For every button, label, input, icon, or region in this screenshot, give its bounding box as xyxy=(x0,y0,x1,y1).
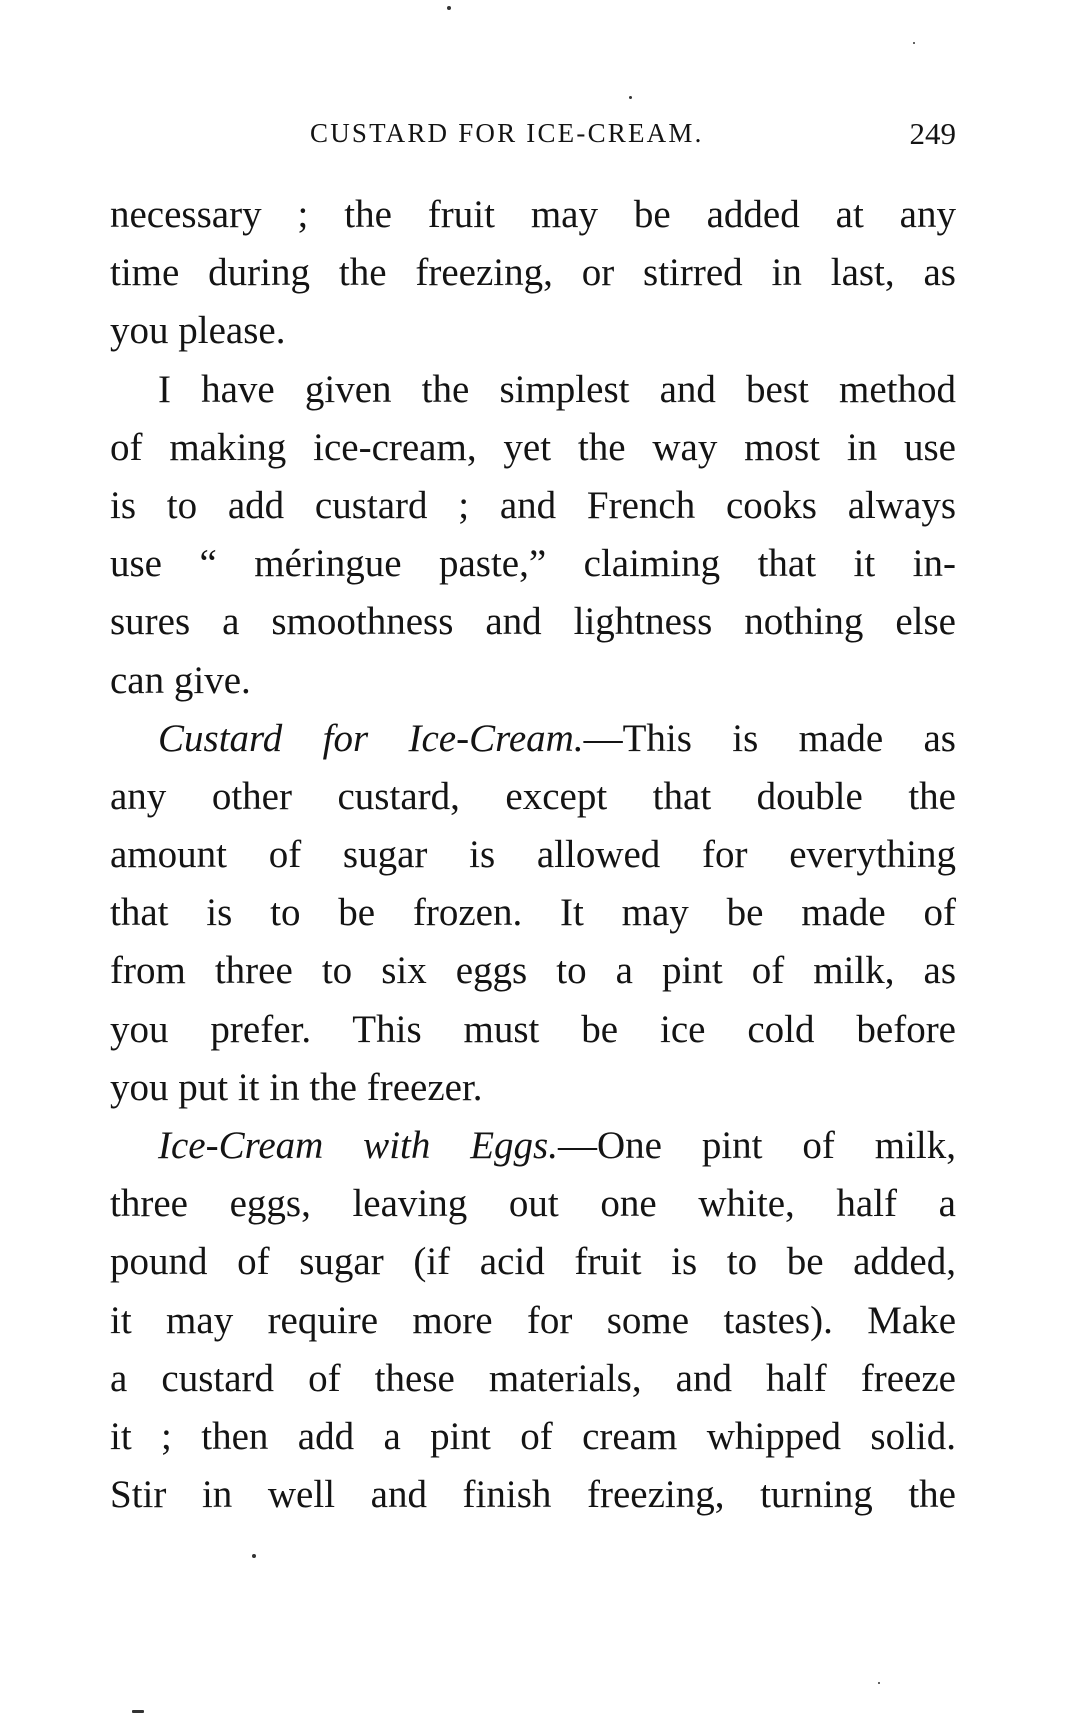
text-line: it ; then add a pint of cream whipped solid. xyxy=(110,1414,956,1458)
scan-speck xyxy=(913,42,915,44)
scan-speck xyxy=(132,1710,144,1713)
text-line: can give. xyxy=(110,658,251,702)
text-line: any other custard, except that double the xyxy=(110,774,956,818)
text-line: Stir in well and finish freezing, turning the xyxy=(110,1473,956,1517)
text-line: time during the freezing, or stirred in last, as xyxy=(110,251,956,295)
ice-cream-eggs-heading: Ice-Cream with Eggs. xyxy=(158,1124,558,1167)
text-line: is to add custard ; and French cooks always xyxy=(110,483,956,527)
text-line: it may require more for some tastes). Make xyxy=(110,1298,956,1342)
text-line: pound of sugar (if acid fruit is to be added, xyxy=(110,1240,956,1284)
paragraph-first-line xyxy=(110,710,956,768)
paragraph-first-line xyxy=(110,1117,956,1175)
running-title: CUSTARD FOR ICE-CREAM. xyxy=(310,118,704,148)
text-line: amount of sugar is allowed for everything xyxy=(110,833,956,877)
text-line: of making ice-cream, yet the way most in use xyxy=(110,425,956,469)
scan-speck xyxy=(447,6,451,10)
text-line: three eggs, leaving out one white, half a xyxy=(110,1182,956,1226)
text-line: that is to be frozen. It may be made of xyxy=(110,891,956,935)
scan-speck xyxy=(878,1682,880,1684)
text-line: sures a smoothness and lightness nothing else xyxy=(110,600,956,644)
text-line: a custard of these materials, and half freeze xyxy=(110,1356,956,1400)
custard-heading-continuation: —This is made as xyxy=(583,716,956,760)
scan-speck xyxy=(629,96,632,99)
text-line: you put it in the freezer. xyxy=(110,1065,483,1109)
body-text xyxy=(110,186,956,1524)
running-head xyxy=(110,116,956,156)
text-line: you please. xyxy=(110,309,286,353)
scan-speck xyxy=(252,1554,256,1558)
text-line: you prefer. This must be ice cold before xyxy=(110,1007,956,1051)
text-line: use “ méringue paste,” claiming that it in- xyxy=(110,542,956,586)
page-number: 249 xyxy=(909,116,956,151)
paragraph-first-line: I have given the simplest and best method xyxy=(158,367,956,411)
text-line: necessary ; the fruit may be added at any xyxy=(110,193,956,236)
text-line: from three to six eggs to a pint of milk, as xyxy=(110,949,956,993)
custard-heading: Custard for Ice-Cream. xyxy=(158,716,584,760)
ice-cream-eggs-continuation: —One pint of milk, xyxy=(558,1124,957,1167)
